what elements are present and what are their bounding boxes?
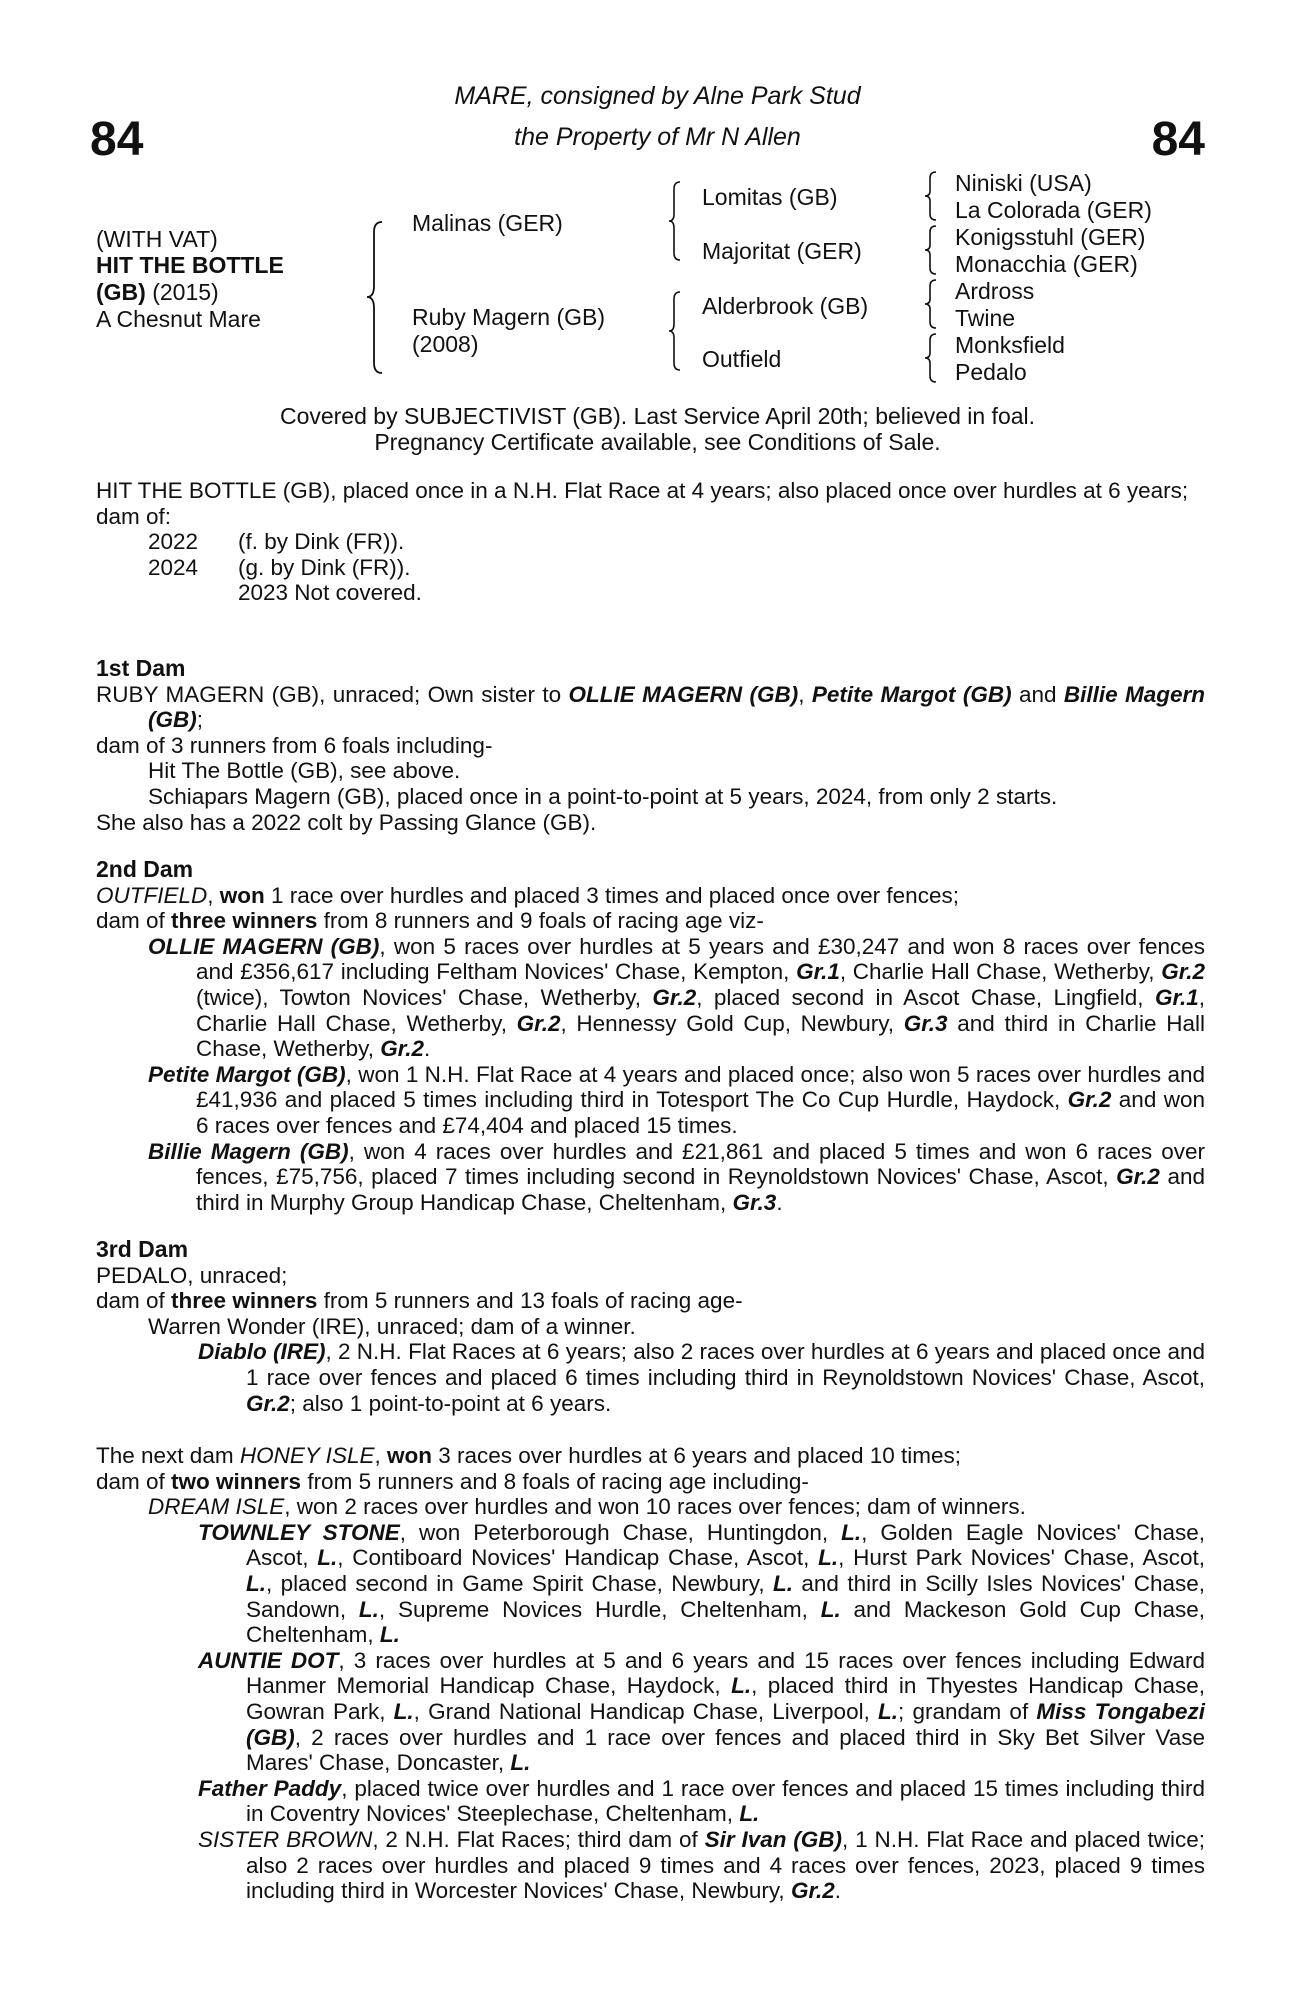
consignor-line: MARE, consigned by Alne Park Stud xyxy=(454,82,861,110)
third-dam-line1: PEDALO, unraced; xyxy=(96,1262,288,1288)
text-run: , Grand National Handicap Chase, Liverpool, xyxy=(413,1698,879,1724)
listed: L. xyxy=(358,1596,379,1622)
dam-name: Ruby Magern (GB) xyxy=(412,304,606,330)
text-run: three winners xyxy=(171,1288,318,1314)
grade: Gr.2 xyxy=(1067,1087,1112,1113)
horse-name: TOWNLEY STONE xyxy=(198,1519,400,1545)
ped-sds: Konigsstuhl (GER) xyxy=(955,224,1146,250)
text-run: , placed second in Game Spirit Chase, Newbury, xyxy=(266,1570,773,1596)
text-run: and Mackeson Gold Cup Chase, Cheltenham, xyxy=(246,1596,1206,1648)
dam-name: HONEY ISLE xyxy=(239,1443,375,1468)
brace-col2-top xyxy=(668,180,682,262)
text-run: , 1 N.H. Flat Race and placed twice; also 2 races over hurdles and placed 9 times and 4 races over fences, 2023, placed 9 times including third in Worcester Novices' Chase, Newbury, xyxy=(246,1826,1205,1904)
listed: L. xyxy=(820,1596,841,1622)
produce-year: 2024 xyxy=(148,554,199,580)
dam-dam: Outfield xyxy=(702,346,782,372)
third-dam-section xyxy=(96,1237,1205,1416)
sibling-billie: Billie Magern (GB) xyxy=(148,681,1205,733)
text-run: , xyxy=(207,882,220,908)
text-run: , 2 N.H. Flat Races; third dam of xyxy=(372,1826,705,1852)
horse-name: Sir Ivan (GB) xyxy=(704,1826,843,1852)
grade: Gr.2 xyxy=(516,1010,561,1036)
grade: Gr.2 xyxy=(790,1878,835,1904)
produce-dream-isle xyxy=(96,1494,1205,1520)
grade: Gr.2 xyxy=(1161,959,1205,985)
text-run: ; xyxy=(196,707,204,733)
text-run: , xyxy=(374,1443,387,1468)
lot-number-right: 84 xyxy=(1151,113,1205,166)
horse-name: Father Paddy xyxy=(198,1775,342,1801)
ped-sss: Niniski (USA) xyxy=(955,170,1092,196)
text-run: and third in Murphy Group Handicap Chase, Cheltenham, xyxy=(196,1164,1206,1215)
horse-name: SISTER BROWN xyxy=(198,1826,373,1852)
horse-name: DREAM ISLE xyxy=(148,1494,285,1520)
ped-dsd: Twine xyxy=(955,305,1016,331)
not-covered: 2023 Not covered. xyxy=(238,580,422,606)
produce-ollie xyxy=(96,934,1205,1062)
listed: L. xyxy=(731,1673,752,1699)
horse-name-suffix xyxy=(96,279,219,306)
listed: L. xyxy=(773,1570,793,1596)
first-dam-colt: She also has a 2022 colt by Passing Glance (GB). xyxy=(96,809,597,835)
produce-sister-brown xyxy=(96,1827,1205,1904)
text-run: , won 5 races over hurdles at 5 years and £30,247 and won 8 races over fences and £356,617 including Feltham Novices' Chase, Kempton, xyxy=(196,933,1205,985)
text-run: dam of xyxy=(96,1288,172,1314)
first-dam-produce-2: Schiapars Magern (GB), placed once in a point-to-point at 5 years, 2024, from only 2 starts. xyxy=(148,783,1058,809)
vat-note: (WITH VAT) xyxy=(96,226,218,252)
text-run: , won 1 N.H. Flat Race at 4 years and placed once; also won 5 races over hurdles and £41,936 and placed 5 times including third in Totesport The Co Cup Hurdle, Haydock, xyxy=(196,1061,1205,1113)
text-run: , xyxy=(798,681,812,707)
text-run: won xyxy=(219,882,265,908)
listed: L. xyxy=(246,1570,266,1596)
text-run: . xyxy=(776,1189,783,1215)
produce-year: 2022 xyxy=(148,529,199,555)
grade: Gr.2 xyxy=(380,1036,425,1062)
ped-sdd: Monacchia (GER) xyxy=(955,251,1138,277)
second-dam-heading: 2nd Dam xyxy=(96,856,194,882)
intro-section xyxy=(96,478,1205,606)
text-run: three winners xyxy=(171,908,318,934)
brace-col3-4 xyxy=(924,332,938,384)
listed: L. xyxy=(379,1622,400,1648)
second-dam-line2 xyxy=(96,908,1205,934)
text-run: , Charlie Hall Chase, Wetherby, xyxy=(196,984,1205,1036)
intro-dam-of: dam of: xyxy=(96,503,172,529)
text-run: and xyxy=(1011,681,1064,707)
first-dam-section xyxy=(96,656,1205,835)
horse-year: (2015) xyxy=(145,279,219,305)
horse-country: (GB) xyxy=(96,279,146,305)
text-run: ; also 1 point-to-point at 6 years. xyxy=(289,1390,612,1416)
second-dam-line1 xyxy=(96,883,1205,909)
intro-text: HIT THE BOTTLE (GB), placed once in a N.H. Flat Race at 4 years; also placed once over hurdles at 6 years; xyxy=(96,478,1189,503)
text-run: . xyxy=(424,1036,431,1062)
text-run: The next dam xyxy=(96,1443,240,1468)
text-run: won xyxy=(386,1443,432,1468)
text-run: from 8 runners and 9 foals of racing age viz- xyxy=(317,908,764,934)
produce-billie xyxy=(96,1139,1205,1216)
grade: Gr.2 xyxy=(652,984,697,1010)
first-dam-text xyxy=(96,682,1205,733)
dam-sire: Alderbrook (GB) xyxy=(702,293,869,319)
horse-name: Petite Margot (GB) xyxy=(148,1061,346,1087)
text-run: (twice), Towton Novices' Chase, Wetherby, xyxy=(196,984,653,1010)
brace-col3-1 xyxy=(924,170,938,222)
grade: Gr.2 xyxy=(246,1390,290,1416)
lot-number-left: 84 xyxy=(90,113,144,166)
text-run: , Supreme Novices Hurdle, Cheltenham, xyxy=(378,1596,821,1622)
text-run: from 5 runners and 13 foals of racing age- xyxy=(317,1288,743,1314)
text-run: , Golden Eagle Novices' Chase, Ascot, xyxy=(246,1519,1206,1571)
produce-row xyxy=(96,555,1205,581)
horse-name: Diablo (IRE) xyxy=(198,1339,326,1365)
next-dam-line1 xyxy=(96,1443,1205,1469)
listed: L. xyxy=(818,1545,839,1571)
ped-dds: Monksfield xyxy=(955,332,1065,358)
produce-auntie xyxy=(96,1648,1205,1776)
ped-dss: Ardross xyxy=(955,278,1035,304)
dam-name: OUTFIELD xyxy=(96,882,208,908)
text-run: 3 races over hurdles at 6 years and placed 10 times; xyxy=(431,1443,962,1468)
produce-text: (g. by Dink (FR)). xyxy=(238,554,411,580)
sire-name: Malinas (GER) xyxy=(412,210,563,236)
grade: Gr.1 xyxy=(1154,984,1199,1010)
text-run: , won 2 races over hurdles and won 10 races over fences; dam of winners. xyxy=(284,1494,1026,1520)
produce-petite xyxy=(96,1062,1205,1139)
ped-ddd: Pedalo xyxy=(955,359,1027,385)
text-run: , 2 races over hurdles and 1 race over fences and placed third in Sky Bet Silver Vase Mares' Chase, Doncaster, xyxy=(246,1724,1205,1776)
text-run: , placed third in Thyestes Handicap Chase, Gowran Park, xyxy=(246,1673,1206,1724)
text-run: dam of xyxy=(96,1468,172,1494)
horse-name: OLLIE MAGERN (GB) xyxy=(148,933,380,959)
horse-name: Miss Tongabezi (GB) xyxy=(246,1698,1206,1750)
listed: L. xyxy=(510,1750,531,1776)
sibling-ollie: OLLIE MAGERN (GB) xyxy=(568,681,799,707)
third-dam-line2 xyxy=(96,1288,1205,1314)
sire-dam: Majoritat (GER) xyxy=(702,238,862,264)
text-run: and third in Scilly Isles Novices' Chase, Sandown, xyxy=(246,1570,1205,1622)
horse-description: A Chesnut Mare xyxy=(96,306,261,332)
horse-name: AUNTIE DOT xyxy=(198,1647,339,1673)
grade: Gr.3 xyxy=(903,1010,948,1036)
text-run: dam of xyxy=(96,908,172,934)
text-run: , won Peterborough Chase, Huntingdon, xyxy=(399,1519,842,1545)
text-run: , 3 races over hurdles at 5 and 6 years and 15 races over fences including Edward Hanmer Memorial Handicap Chase, Haydock, xyxy=(246,1647,1205,1699)
listed: L. xyxy=(317,1545,338,1571)
next-dam-line2 xyxy=(96,1469,1205,1495)
produce-townley xyxy=(96,1520,1205,1648)
horse-name: HIT THE BOTTLE xyxy=(96,252,284,278)
pregnancy-line: Pregnancy Certificate available, see Conditions of Sale. xyxy=(374,429,941,455)
listed: L. xyxy=(878,1698,899,1724)
text-run: , placed second in Ascot Chase, Lingfield, xyxy=(696,984,1155,1010)
text-run: from 5 runners and 8 foals of racing age including- xyxy=(301,1468,809,1494)
grade: Gr.1 xyxy=(796,959,840,985)
next-dam-section xyxy=(96,1443,1205,1904)
text-run: and won 6 races over fences and £74,404 and placed 15 times. xyxy=(196,1087,1205,1138)
text-run: two winners xyxy=(171,1468,302,1494)
covered-line: Covered by SUBJECTIVIST (GB). Last Service April 20th; believed in foal. xyxy=(279,403,1036,429)
produce-text: (f. by Dink (FR)). xyxy=(238,529,405,555)
text-run: . xyxy=(834,1878,841,1904)
text-run: RUBY MAGERN (GB), unraced; Own sister to xyxy=(96,681,569,707)
text-run: 1 race over hurdles and placed 3 times and placed once over fences; xyxy=(264,882,959,908)
produce-row xyxy=(96,529,1205,555)
first-dam-heading: 1st Dam xyxy=(96,655,186,681)
text-run: , 2 N.H. Flat Races at 6 years; also 2 races over hurdles at 6 years and placed once and 1 race over fences and placed 6 times including third in Reynoldstown Novices' Chase, Ascot, xyxy=(246,1339,1205,1390)
text-run: ; grandam of xyxy=(898,1698,1037,1724)
produce-diablo xyxy=(96,1339,1205,1416)
property-line: the Property of Mr N Allen xyxy=(514,123,801,151)
text-run: , Contiboard Novices' Handicap Chase, Ascot, xyxy=(337,1545,819,1571)
brace-col2-bottom xyxy=(668,290,682,372)
listed: L. xyxy=(841,1519,862,1545)
grade: Gr.2 xyxy=(1116,1164,1160,1190)
ped-ssd: La Colorada (GER) xyxy=(955,197,1152,223)
text-run: , Hennessy Gold Cup, Newbury, xyxy=(560,1010,904,1036)
third-dam-warren: Warren Wonder (IRE), unraced; dam of a winner. xyxy=(148,1313,636,1339)
third-dam-heading: 3rd Dam xyxy=(96,1236,189,1262)
text-run: , won 4 races over hurdles and £21,861 and placed 5 times and won 6 races over fences, £75,756, placed 7 times including second in Reynoldstown Novices' Chase, Ascot, xyxy=(196,1138,1205,1190)
listed: L. xyxy=(739,1801,760,1827)
first-dam-runners: dam of 3 runners from 6 foals including- xyxy=(96,732,493,758)
text-run: , placed twice over hurdles and 1 race over fences and placed 15 times including third in Coventry Novices' Steeplechase, Cheltenham, xyxy=(246,1775,1205,1827)
listed: L. xyxy=(393,1698,414,1724)
produce-paddy xyxy=(96,1776,1205,1827)
text-run: and third in Charlie Hall Chase, Wetherby, xyxy=(196,1010,1205,1062)
sibling-petite: Petite Margot (GB) xyxy=(811,681,1012,707)
second-dam-section xyxy=(96,857,1205,1215)
text-run: , Charlie Hall Chase, Wetherby, xyxy=(839,959,1162,985)
sire-sire: Lomitas (GB) xyxy=(702,184,838,210)
grade: Gr.3 xyxy=(732,1189,777,1215)
brace-col3-2 xyxy=(924,224,938,276)
text-run: , Hurst Park Novices' Chase, Ascot, xyxy=(838,1545,1205,1571)
horse-name: Billie Magern (GB) xyxy=(148,1138,349,1164)
dam-year: (2008) xyxy=(412,331,479,357)
brace-col3-3 xyxy=(924,278,938,330)
brace-col1 xyxy=(366,220,384,375)
first-dam-produce-1: Hit The Bottle (GB), see above. xyxy=(148,758,461,784)
